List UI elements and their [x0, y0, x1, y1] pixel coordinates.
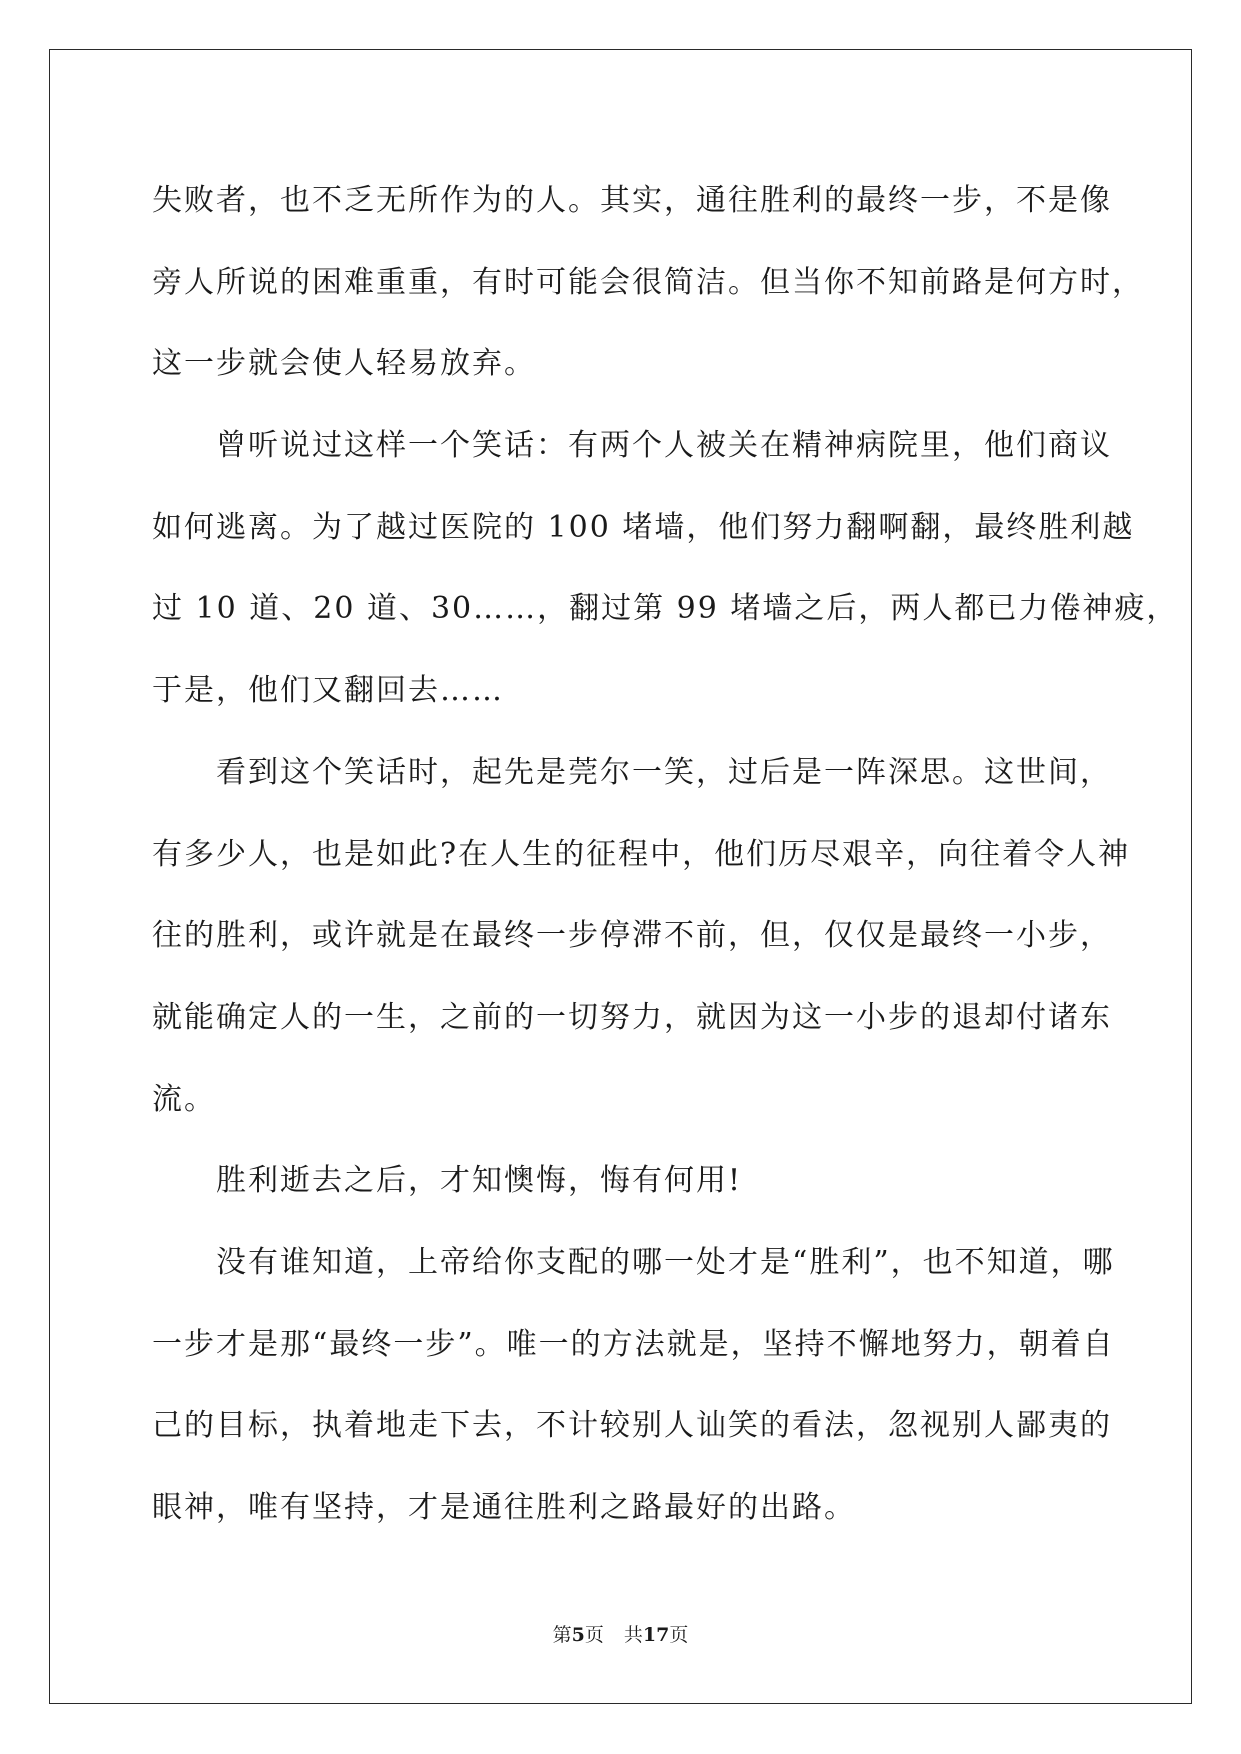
body-line: 就能确定人的一生，之前的一切努力，就因为这一小步的退却付诸东 [152, 999, 1112, 1035]
body-line: 这一步就会使人轻易放弃。 [152, 346, 536, 382]
body-line: 如何逃离。为了越过医院的 100 堵墙，他们努力翻啊翻，最终胜利越 [152, 509, 1135, 545]
body-line: 一步才是那“最终一步”。唯一的方法就是，坚持不懈地努力，朝着自 [152, 1326, 1115, 1362]
footer-total-prefix: 共 [623, 1624, 643, 1646]
body-line: 失败者，也不乏无所作为的人。其实，通往胜利的最终一步，不是像 [152, 183, 1112, 218]
body-line: 眼神，唯有坚持，才是通往胜利之路最好的出路。 [152, 1490, 856, 1525]
body-line: 己的目标，执着地走下去，不计较别人讪笑的看法，忽视别人鄙夷的 [152, 1408, 1112, 1444]
document-body [152, 160, 1179, 1549]
body-line: 看到这个笑话时，起先是莞尔一笑，过后是一阵深思。这世间， [216, 754, 1112, 790]
body-line: 旁人所说的困难重重，有时可能会很简洁。但当你不知前路是何方时， [152, 264, 1144, 300]
current-page-number: 5 [571, 1624, 585, 1646]
body-line: 曾听说过这样一个笑话：有两个人被关在精神病院里，他们商议 [216, 428, 1112, 464]
total-page-count: 17 [642, 1624, 670, 1646]
body-line: 往的胜利，或许就是在最终一步停滞不前，但，仅仅是最终一小步， [152, 918, 1112, 954]
footer-total-suffix: 页 [669, 1624, 689, 1646]
body-line: 流。 [152, 1081, 216, 1117]
body-line: 胜利逝去之后，才知懊悔，悔有何用! [216, 1163, 743, 1199]
footer-page-suffix: 页 [584, 1624, 604, 1646]
body-line: 没有谁知道，上帝给你支配的哪一处才是“胜利”，也不知道，哪 [216, 1244, 1115, 1280]
footer-prefix: 第 [552, 1624, 572, 1646]
body-line: 有多少人，也是如此?在人生的征程中，他们历尽艰辛，向往着令人神 [152, 836, 1131, 872]
body-line: 于是，他们又翻回去…… [152, 673, 504, 709]
body-line: 过 10 道、20 道、30……，翻过第 99 堵墙之后，两人都已力倦神疲， [152, 591, 1179, 627]
page-footer [0, 1620, 1241, 1647]
